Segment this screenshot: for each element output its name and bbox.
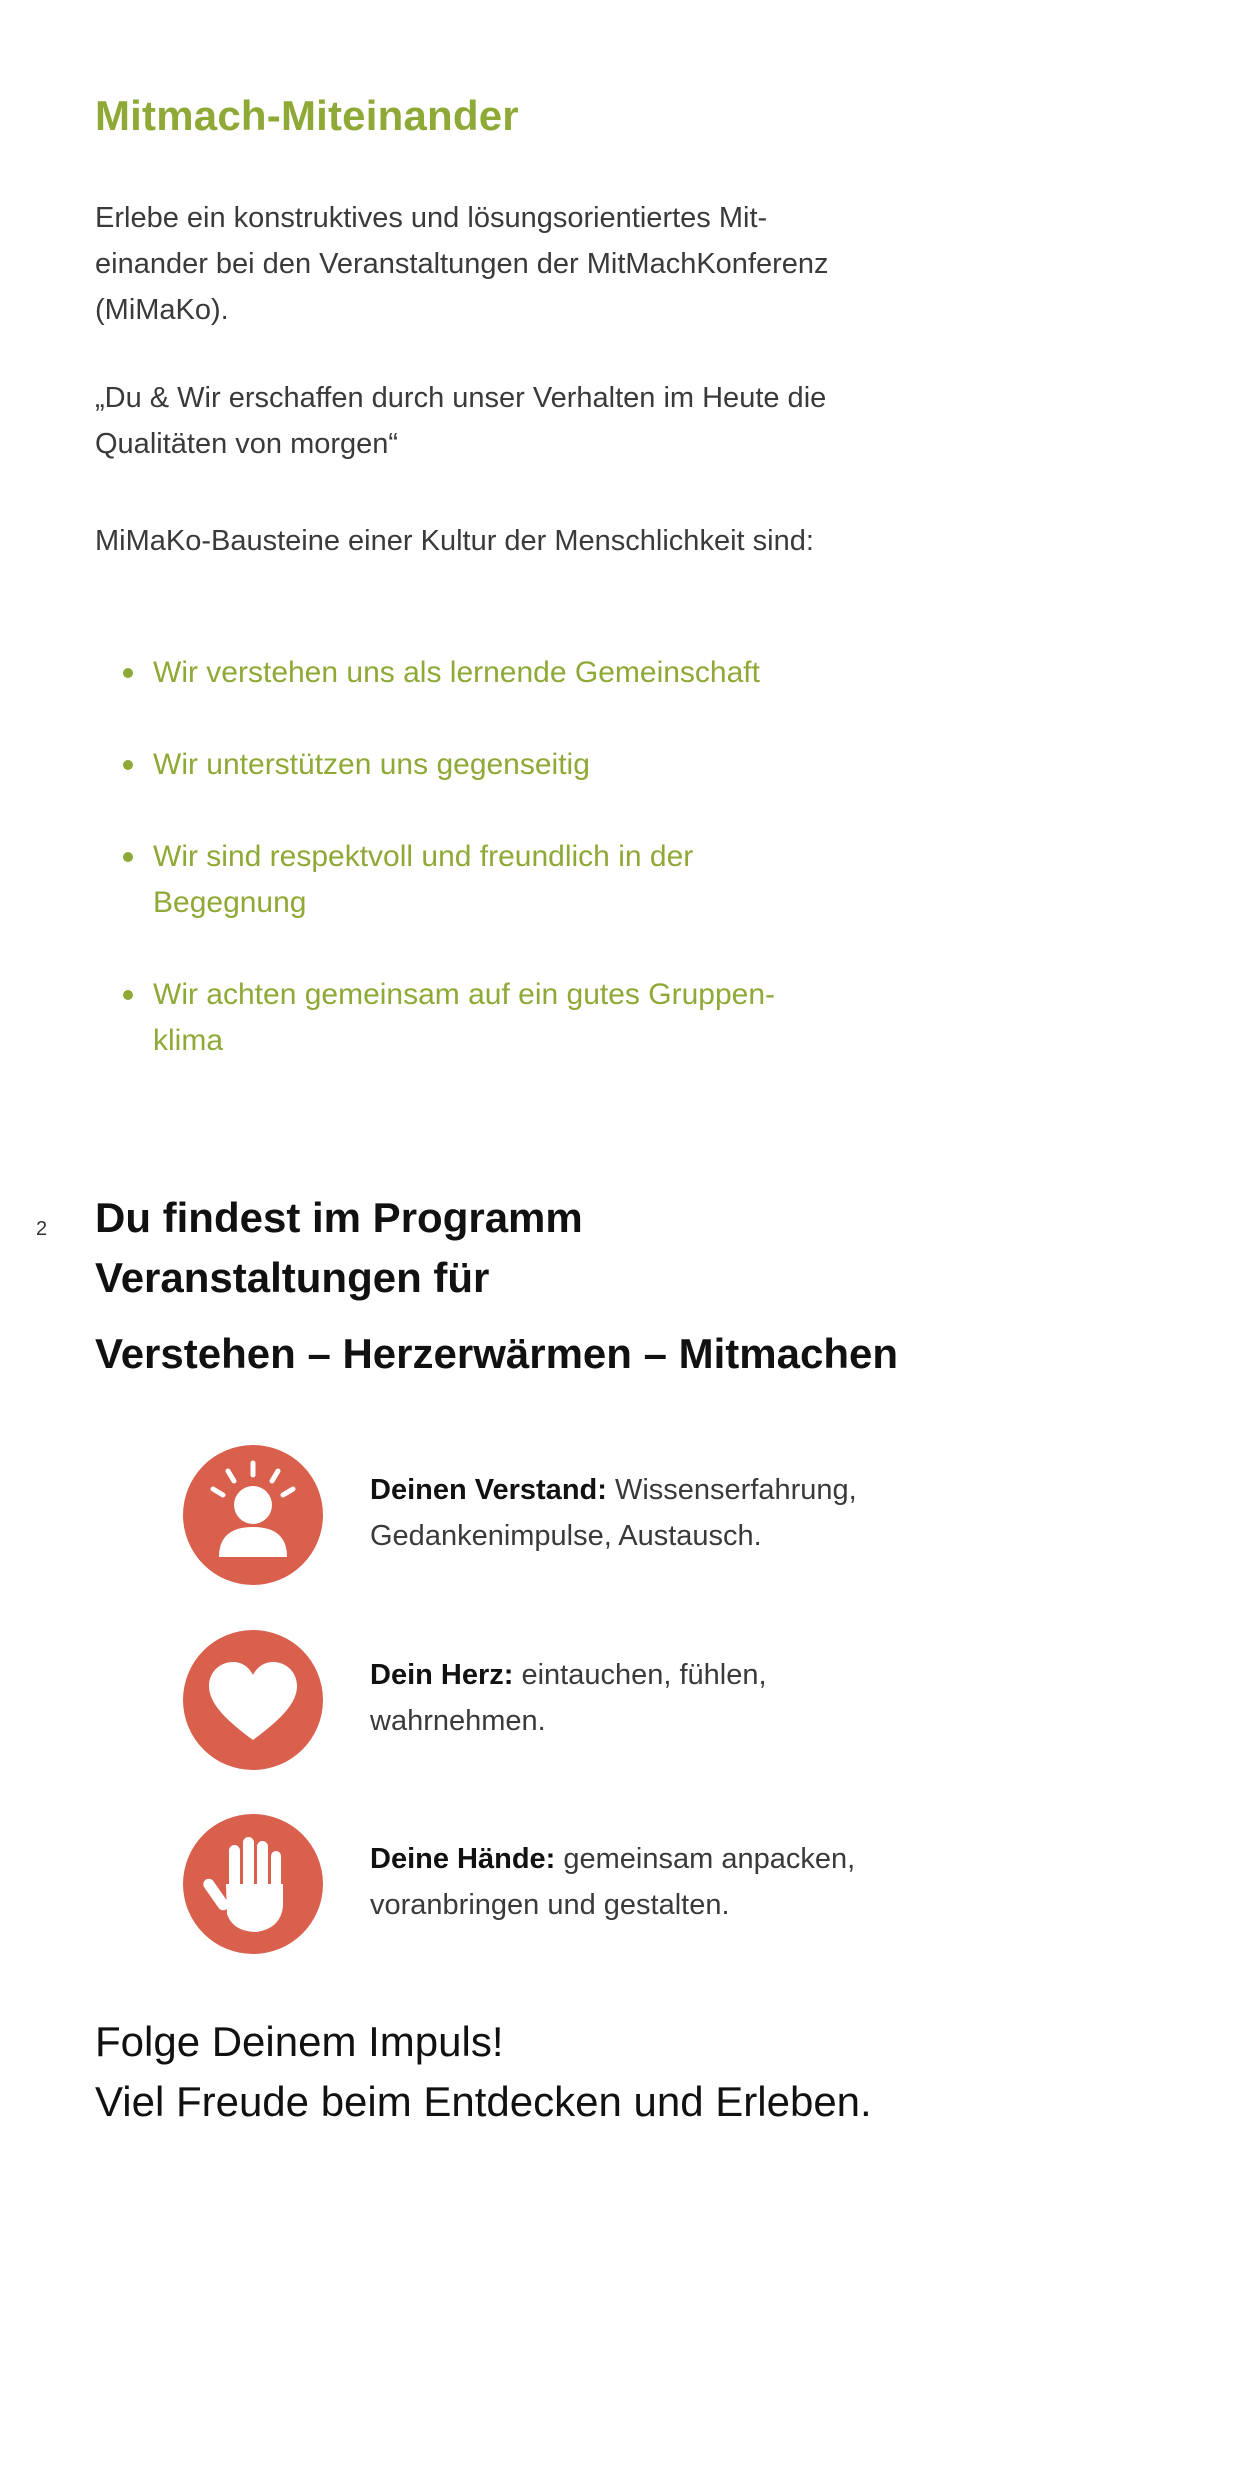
heading-line: Du findest im Programm xyxy=(95,1194,583,1241)
list-item-text: Wir sind respektvoll und freundlich in der xyxy=(153,840,694,873)
list-item-text: Begegnung xyxy=(153,886,307,919)
list-item-text: klima xyxy=(153,1024,224,1057)
bausteine-intro: MiMaKo-Bausteine einer Kultur der Menschlichkeit sind: xyxy=(95,525,814,557)
closing-message xyxy=(95,2012,995,2132)
hand-icon xyxy=(183,1814,323,1954)
page-number: 2 xyxy=(36,1218,48,1240)
feature-text: Gedankenimpulse, Austausch. xyxy=(370,1520,762,1552)
list-item xyxy=(95,742,855,788)
intro-paragraph xyxy=(95,195,875,333)
list-item xyxy=(95,650,855,696)
feature-haende xyxy=(183,1814,963,1954)
heading-line: Veranstaltungen für xyxy=(95,1254,490,1301)
feature-text: wahrnehmen. xyxy=(370,1705,546,1737)
feature-herz xyxy=(183,1630,963,1770)
feature-text: eintauchen, fühlen, xyxy=(513,1659,767,1691)
list-item xyxy=(95,972,855,1064)
bausteine-list xyxy=(95,650,855,1110)
quote-line: Qualitäten von morgen“ xyxy=(95,428,399,460)
feature-description xyxy=(370,1467,950,1559)
program-subheading: Verstehen – Herzerwärmen – Mitmachen xyxy=(95,1330,899,1377)
head-with-rays-icon xyxy=(183,1445,323,1585)
intro-line: (MiMaKo). xyxy=(95,294,229,326)
bullet-dot-icon xyxy=(123,760,133,770)
heart-icon xyxy=(183,1630,323,1770)
feature-text: voranbringen und gestalten. xyxy=(370,1889,730,1921)
intro-line: einander bei den Veranstaltungen der MitMachKonferenz xyxy=(95,248,829,280)
feature-text: gemeinsam anpacken, xyxy=(555,1843,856,1875)
intro-line: Erlebe ein konstruktives und lösungsorientiertes Mit- xyxy=(95,202,768,234)
bullet-dot-icon xyxy=(123,852,133,862)
feature-description xyxy=(370,1652,950,1744)
feature-verstand xyxy=(183,1445,963,1585)
page-title: Mitmach-Miteinander xyxy=(95,92,519,139)
feature-label: Deine Hände: xyxy=(370,1843,556,1875)
feature-label: Deinen Verstand: xyxy=(370,1474,607,1506)
bullet-dot-icon xyxy=(123,990,133,1000)
list-item-text: Wir achten gemeinsam auf ein gutes Gruppen- xyxy=(153,978,775,1011)
motto-quote xyxy=(95,375,895,467)
program-heading xyxy=(95,1188,895,1308)
feature-description xyxy=(370,1836,950,1928)
closing-line: Folge Deinem Impuls! xyxy=(95,2018,504,2065)
feature-label: Dein Herz: xyxy=(370,1659,514,1691)
feature-text: Wissenserfahrung, xyxy=(606,1474,857,1506)
closing-line: Viel Freude beim Entdecken und Erleben. xyxy=(95,2078,872,2125)
list-item-text: Wir unterstützen uns gegenseitig xyxy=(153,748,590,781)
bullet-dot-icon xyxy=(123,668,133,678)
list-item xyxy=(95,834,855,926)
quote-line: „Du & Wir erschaffen durch unser Verhalten im Heute die xyxy=(95,382,827,414)
list-item-text: Wir verstehen uns als lernende Gemeinschaft xyxy=(153,656,760,689)
